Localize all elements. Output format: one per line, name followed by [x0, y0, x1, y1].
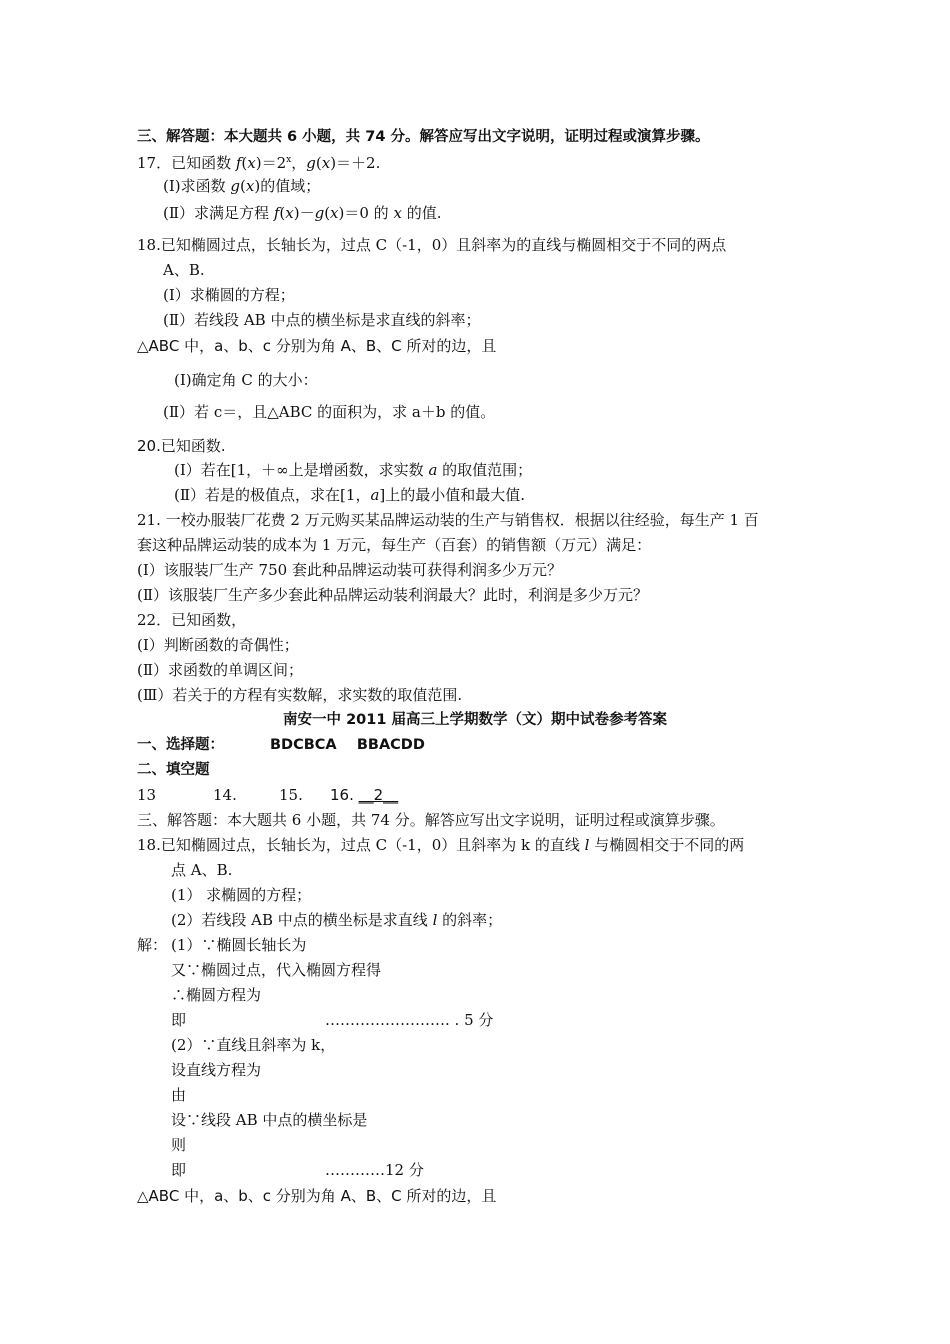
q21-part1: (Ⅰ）该服装厂生产 750 套此种品牌运动装可获得利润多少万元？: [137, 561, 562, 579]
q17-stem: 17．已知函数 $f(x)=2^x$，g(x)＝＋2.: [137, 154, 381, 172]
answers-q18-line1: 18.已知椭圆过点，长轴长为，过点 C（-1，0）且斜率为 k 的直线 l 与椭圆相交于不同的两: [137, 836, 745, 854]
solution-label: 解：: [137, 936, 168, 954]
answers-q18-part1: (1） 求椭圆的方程；: [171, 886, 312, 904]
fill-14: 14.: [213, 786, 237, 804]
q17-part1: (Ⅰ)求函数 g(x)的值域；: [163, 177, 321, 195]
solution-step9: 则: [171, 1136, 187, 1154]
q18-part1: (Ⅰ）求椭圆的方程；: [163, 286, 295, 304]
solution-step6: 设直线方程为: [171, 1061, 262, 1079]
q21-line2: 套这种品牌运动装的成本为 1 万元，每生产（百套）的销售额（万元）满足：: [137, 536, 652, 554]
answers-q18-part2: (2）若线段 AB 中点的横坐标是求直线 l 的斜率；: [171, 911, 503, 929]
fill-16: 16. __2__: [330, 786, 399, 804]
solution-step8: 设∵线段 AB 中点的横坐标是: [171, 1111, 368, 1129]
solution-step2: 又∵椭圆过点，代入椭圆方程得: [171, 961, 382, 979]
answers-q18-line2: 点 A、B.: [171, 861, 233, 879]
q19-part1: (Ⅰ)确定角 C 的大小：: [174, 371, 318, 389]
answers-title: 南安一中 2011 届高三上学期数学（文）期中试卷参考答案: [283, 712, 667, 728]
choice-label: 一、选择题：: [137, 737, 224, 753]
q21-line1: 21. 一校办服装厂花费 2 万元购买某品牌运动装的生产与销售权．根据以往经验，每生产 1 百: [137, 511, 759, 529]
q18-stem-cont: A、B.: [163, 261, 205, 279]
q20-stem: 20.已知函数.: [137, 437, 226, 455]
q18-stem: 18.已知椭圆过点，长轴长为，过点 C（-1，0）且斜率为的直线与椭圆相交于不同的两点: [137, 236, 727, 254]
fill-label: 二、填空题: [137, 762, 210, 778]
q20-part1: (Ⅰ）若在[1，＋∞上是增函数，求实数 a 的取值范围；: [174, 461, 533, 479]
q22-stem: 22．已知函数，: [137, 611, 247, 629]
q18-part2: (Ⅱ）若线段 AB 中点的横坐标是求直线的斜率；: [163, 311, 481, 329]
choice-answers: BDCBCA BBACDD: [270, 737, 425, 753]
q22-part3: (Ⅲ）若关于的方程有实数解，求实数的取值范围.: [137, 686, 463, 704]
solution-step7: 由: [171, 1086, 187, 1104]
q22-part1: (Ⅰ）判断函数的奇偶性；: [137, 636, 299, 654]
solution-step1: (1）∵椭圆长轴长为: [171, 936, 307, 954]
solution-step10: 即: [171, 1161, 187, 1179]
section3-header: 三、解答题：本大题共 6 小题，共 74 分。解答应写出文字说明，证明过程或演算步骤。: [137, 129, 710, 145]
q19-part2: (Ⅱ）若 c＝，且△ABC 的面积为，求 a＋b 的值。: [163, 403, 496, 421]
q20-part2: (Ⅱ）若是的极值点，求在[1，a]上的最小值和最大值.: [174, 486, 526, 504]
answers-q19-stem: △ABC 中，a、b、c 分别为角 A、B、C 所对的边，且: [137, 1187, 497, 1205]
q19-stem: △ABC 中，a、b、c 分别为角 A、B、C 所对的边，且: [137, 337, 497, 355]
solution-step4: 即: [171, 1011, 187, 1029]
q17-part2: (Ⅱ）求满足方程 f(x)－g(x)＝0 的 x 的值.: [163, 204, 442, 222]
solution-score-5: ……………………. . 5 分: [325, 1011, 494, 1029]
solution-score-12: …………12 分: [325, 1161, 424, 1179]
fill-13: 13: [137, 786, 157, 804]
solution-step3: ∴椭圆方程为: [171, 986, 262, 1004]
answers-section3-header: 三、解答题：本大题共 6 小题，共 74 分。解答应写出文字说明，证明过程或演算步骤。: [137, 811, 725, 829]
fill-15: 15.: [279, 786, 303, 804]
q22-part2: (Ⅱ）求函数的单调区间；: [137, 661, 304, 679]
solution-step5: (2）∵直线且斜率为 k，: [171, 1036, 336, 1054]
q21-part2: (Ⅱ）该服装厂生产多少套此种品牌运动装利润最大？此时，利润是多少万元？: [137, 586, 649, 604]
